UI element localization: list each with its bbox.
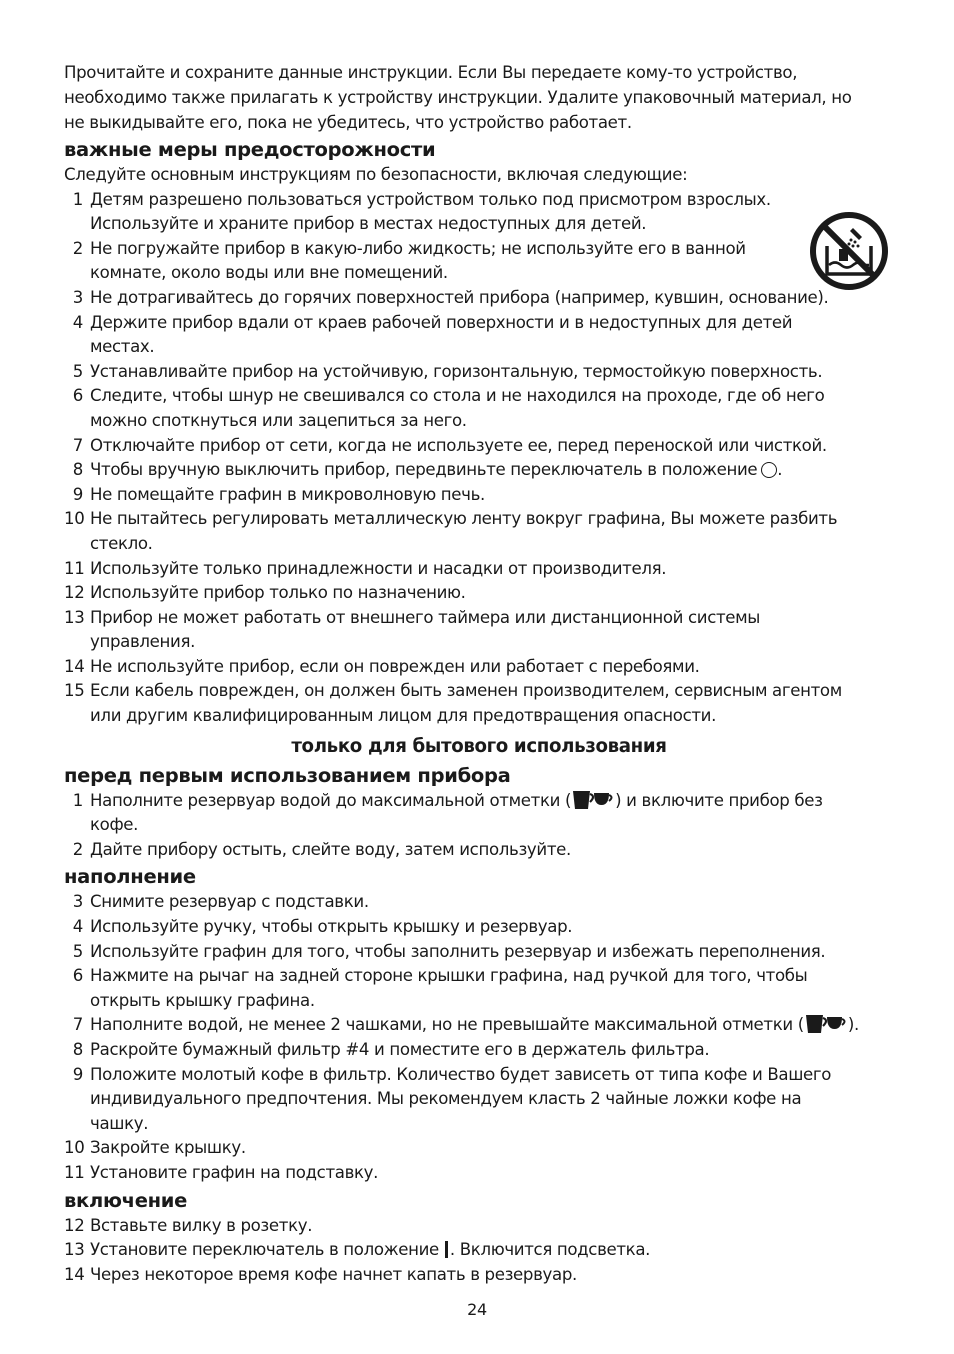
max-cups-icon [571, 790, 615, 810]
list-item [64, 483, 894, 508]
list-item [64, 964, 894, 989]
list-item [64, 581, 894, 606]
item-text-continued: комнате, около воды или вне помещений. [90, 263, 448, 283]
list-item [64, 237, 894, 262]
item-number: 8 [72, 1040, 83, 1059]
item-number: 12 [64, 1215, 85, 1235]
list-item [64, 940, 894, 965]
item-text: Наполните водой, не менее 2 чашками, но не превышайте максимальной отметки ( ). [90, 1015, 859, 1035]
item-text: Нажмите на рычаг на задней стороне крышки графина, над ручкой для того, чтобы [90, 966, 808, 986]
intro-paragraph [64, 60, 894, 135]
item-text-continued: можно споткнуться или зацепиться за него. [90, 410, 467, 430]
list-item [64, 1038, 894, 1063]
list-item [64, 458, 894, 483]
item-number: 9 [72, 484, 83, 504]
item-number: 2 [72, 238, 83, 258]
household-note: только для бытового использования [291, 735, 667, 757]
list-item [64, 1263, 894, 1288]
item-text-continued: индивидуального предпочтения. Мы рекомендуем класть 2 чайные ложки кофе на [90, 1089, 802, 1109]
list-item [64, 789, 894, 814]
page-number: 24 [467, 1300, 487, 1319]
item-number: 4 [72, 312, 83, 332]
item-text: Устанавливайте прибор на устойчивую, горизонтальную, термостойкую поверхность. [90, 361, 823, 381]
item-number: 5 [72, 361, 83, 381]
item-number: 3 [72, 287, 83, 307]
list-item [64, 915, 894, 940]
filling-list [64, 890, 894, 1013]
item-text: Используйте только принадлежности и насадки от производителя. [90, 558, 667, 578]
item-text: Положите молотый кофе в фильтр. Количество будет зависеть от типа кофе и Вашего [90, 1064, 832, 1084]
item-text: Вставьте вилку в розетку. [90, 1215, 313, 1235]
item-text: Не пытайтесь регулировать металлическую ленту вокруг графина, Вы можете разбить [90, 509, 838, 529]
item-number: 6 [72, 386, 83, 406]
item-number: 12 [64, 583, 85, 603]
list-item [64, 838, 894, 863]
item-text: Наполните резервуар водой до максимальной отметки ( ) и включите прибор без [90, 790, 823, 810]
item-number: 5 [72, 941, 83, 961]
item-text: Если кабель поврежден, он должен быть заменен производителем, сервисным агентом [90, 681, 842, 701]
item-number: 9 [72, 1064, 83, 1084]
item-text: Не дотрагивайтесь до горячих поверхностей прибора (например, кувшин, основание). [90, 287, 829, 307]
list-item [64, 606, 894, 631]
safety-list [64, 188, 894, 729]
list-item [64, 507, 894, 532]
item-text: Установите переключатель в положение . Включится подсветка. [90, 1240, 651, 1260]
item-number: 11 [64, 558, 85, 578]
list-item [64, 360, 894, 385]
item-text: Держите прибор вдали от краев рабочей поверхности и в недоступных для детей [90, 312, 793, 332]
item-text-continued: чашку. [90, 1113, 149, 1133]
switching-on-heading: включение [64, 1188, 188, 1212]
intro-line: Прочитайте и сохраните данные инструкции. Если Вы передаете кому-то устройство, [64, 63, 798, 82]
item-number: 2 [72, 839, 83, 859]
item-number: 11 [64, 1162, 85, 1182]
list-item [64, 1136, 894, 1161]
list-item [64, 679, 894, 704]
list-item [64, 1013, 894, 1038]
item-number: 14 [64, 1264, 85, 1284]
item-text: Детям разрешено пользоваться устройством только под присмотром взрослых. [90, 189, 771, 209]
manual-page [64, 60, 894, 1287]
safety-heading: важные меры предосторожности [64, 138, 436, 161]
item-text: Используйте ручку, чтобы открыть крышку и резервуар. [90, 917, 573, 937]
item-text-continued: стекло. [90, 533, 153, 553]
list-item [64, 1238, 894, 1263]
list-item [64, 384, 894, 409]
item-number: 3 [72, 892, 83, 912]
list-item [64, 434, 894, 459]
item-number: 1 [72, 189, 83, 209]
item-text: Снимите резервуар с подставки. [90, 892, 369, 912]
list-item [64, 286, 894, 311]
item-text: Не используйте прибор, если он поврежден или работает с перебоями. [90, 656, 700, 676]
list-item [64, 890, 894, 915]
item-number: 14 [64, 656, 85, 676]
item-number: 10 [64, 1138, 85, 1158]
item-text-continued: местах. [90, 337, 155, 357]
filling-heading: наполнение [64, 865, 196, 889]
filling-list-continued [64, 1038, 894, 1186]
item-text: Не погружайте прибор в какую-либо жидкость; не используйте его в ванной [90, 238, 746, 258]
list-item [64, 1161, 894, 1186]
item-number: 1 [72, 790, 83, 810]
item-text-continued: или другим квалифицированным лицом для предотвращения опасности. [90, 706, 717, 726]
list-item [64, 311, 894, 336]
item-text: Не помещайте графин в микроволновую печь. [90, 484, 485, 504]
item-number: 15 [64, 681, 85, 701]
item-text: Через некоторое время кофе начнет капать в резервуар. [90, 1264, 577, 1284]
intro-line: необходимо также прилагать к устройству инструкции. Удалите упаковочный материал, но [64, 88, 852, 107]
list-item [64, 188, 894, 213]
list-item [64, 655, 894, 680]
list-item [64, 1214, 894, 1239]
item-number: 10 [64, 509, 85, 529]
item-number: 6 [72, 966, 83, 986]
item-number: 7 [72, 435, 83, 455]
item-number: 13 [64, 607, 85, 627]
first-use-heading: перед первым использованием прибора [64, 763, 511, 787]
item-text: Используйте прибор только по назначению. [90, 583, 466, 603]
item-text-continued: Используйте и храните прибор в местах недоступных для детей. [90, 214, 647, 234]
off-circle-symbol [761, 462, 777, 478]
no-water-immersion-icon [808, 210, 890, 292]
max-cups-icon [804, 1014, 848, 1034]
on-bar-symbol [445, 1241, 448, 1258]
item-text: Чтобы вручную выключить прибор, передвиньте переключатель в положение . [90, 460, 783, 480]
item-text-continued: кофе. [90, 815, 139, 835]
item-number: 7 [72, 1015, 83, 1035]
item-text: Прибор не может работать от внешнего таймера или дистанционной системы [90, 607, 761, 627]
list-item [64, 557, 894, 582]
item-text: Закройте крышку. [90, 1138, 246, 1158]
item-text: Дайте прибору остыть, слейте воду, затем используйте. [90, 839, 571, 859]
item-number: 4 [72, 917, 83, 937]
list-item [64, 1063, 894, 1088]
item-text-continued: открыть крышку графина. [90, 990, 315, 1010]
item-text: Установите графин на подставку. [90, 1162, 379, 1182]
item-text: Раскройте бумажный фильтр #4 и поместите его в держатель фильтра. [90, 1040, 710, 1059]
item-text-continued: управления. [90, 632, 196, 652]
item-text: Отключайте прибор от сети, когда не используете ее, перед переноской или чисткой. [90, 435, 827, 455]
item-number: 8 [72, 460, 83, 480]
intro-line: не выкидывайте его, пока не убедитесь, что устройство работает. [64, 113, 632, 132]
item-text: Используйте графин для того, чтобы заполнить резервуар и избежать переполнения. [90, 941, 826, 961]
item-text: Следите, чтобы шнур не свешивался со стола и не находился на проходе, где об него [90, 386, 825, 406]
item-number: 13 [64, 1240, 85, 1260]
safety-lead: Следуйте основным инструкциям по безопасности, включая следующие: [64, 165, 688, 184]
